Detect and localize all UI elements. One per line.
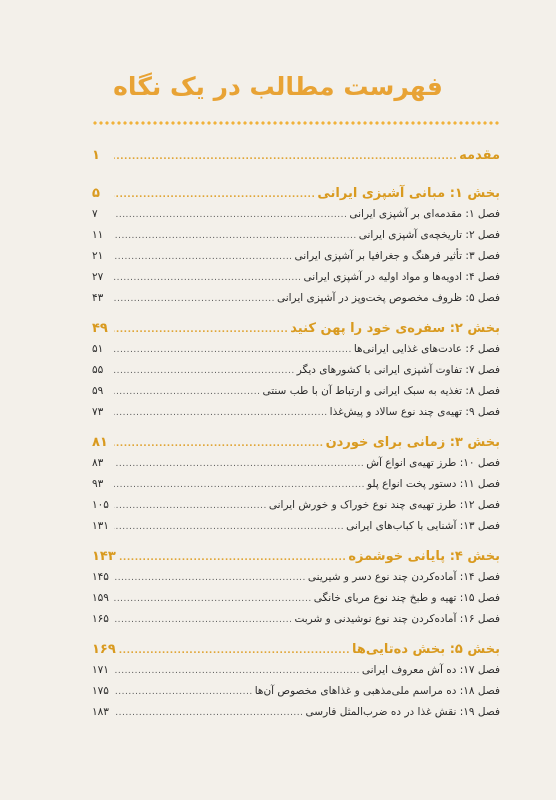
- toc-chapter-label: فصل ۵: ظروف مخصوص پخت‌وپز در آشپزی ایرانی: [276, 292, 500, 304]
- toc-chapter-page: ۵۵: [92, 364, 104, 376]
- dot-leader: [114, 687, 253, 697]
- toc-chapter-label: فصل ۷: تفاوت آشپزی ایرانی با کشورهای دیگر: [296, 364, 500, 376]
- toc-chapter[interactable]: [92, 250, 500, 271]
- dot-leader: [114, 325, 288, 335]
- toc-chapter-page: ۷: [92, 208, 98, 220]
- toc-chapter[interactable]: [92, 571, 500, 592]
- toc-chapter-page: ۱۷۵: [92, 685, 109, 697]
- dotted-divider: [92, 121, 500, 125]
- toc-chapter-label: فصل ۹: تهیه‌ی چند نوع سالاد و پیش‌غذا: [329, 406, 500, 418]
- dot-leader: [114, 273, 302, 283]
- toc-chapter-page: ۲۷: [92, 271, 104, 283]
- toc-chapter-label: فصل ۱۹: نقش غذا در ده ضرب‌المثل فارسی: [305, 706, 500, 718]
- toc-chapter[interactable]: [92, 406, 500, 427]
- toc-chapter-label: فصل ۱۰: طرز تهیه‌ی انواع آش: [366, 457, 500, 469]
- toc-chapter[interactable]: [92, 292, 500, 313]
- toc-chapter-label: فصل ۲: تاریخچه‌ی آشپزی ایرانی: [358, 229, 500, 241]
- dot-leader: [114, 152, 457, 162]
- toc-section-page: ۱۴۳: [92, 549, 116, 564]
- toc-entry-page: ۱: [92, 148, 100, 163]
- toc-chapter-label: فصل ۴: ادویه‌ها و مواد اولیه در آشپزی ایرانی: [303, 271, 500, 283]
- toc-chapter[interactable]: [92, 478, 500, 499]
- toc-chapter-label: فصل ۱۵: تهیه و طبخ چند نوع مربای خانگی: [313, 592, 500, 604]
- toc-section-label: بخش ۵: بخش ده‌تایی‌ها: [351, 642, 500, 657]
- toc-chapter-page: ۸۳: [92, 457, 104, 469]
- toc-chapter-page: ۵۹: [92, 385, 104, 397]
- toc-chapter-label: فصل ۸: تغذیه به سبک ایرانی و ارتباط آن با طب سنتی: [262, 385, 500, 397]
- toc-chapter[interactable]: [92, 271, 500, 292]
- table-of-contents: [92, 148, 500, 727]
- dot-leader: [114, 252, 293, 262]
- dot-leader: [114, 294, 275, 304]
- toc-chapter[interactable]: [92, 364, 500, 385]
- toc-section-5[interactable]: [92, 642, 500, 664]
- toc-chapter[interactable]: [92, 685, 500, 706]
- toc-chapter-page: ۱۸۳: [92, 706, 109, 718]
- toc-section-1[interactable]: [92, 186, 500, 208]
- toc-chapter[interactable]: [92, 592, 500, 613]
- toc-chapter-label: فصل ۳: تأثیر فرهنگ و جغرافیا بر آشپزی ایرانی: [294, 250, 500, 262]
- dot-leader: [114, 408, 328, 418]
- toc-section-label: بخش ۳: زمانی برای خوردن: [325, 435, 500, 450]
- dot-leader: [114, 522, 344, 532]
- dot-leader: [114, 573, 306, 583]
- dot-leader: [114, 387, 260, 397]
- toc-chapter-label: فصل ۱۱: دستور پخت انواع پلو: [366, 478, 500, 490]
- toc-chapter-label: فصل ۱۶: آماده‌کردن چند نوع نوشیدنی و شربت: [294, 613, 500, 625]
- toc-chapter-label: فصل ۱۸: ده مراسم ملی‌مذهبی و غذاهای مخصوص آن‌ها: [254, 685, 500, 697]
- toc-entry-label: مقدمه: [459, 148, 500, 163]
- toc-chapter[interactable]: [92, 385, 500, 406]
- toc-chapter-page: ۵۱: [92, 343, 104, 355]
- toc-chapter-label: فصل ۱۴: آماده‌کردن چند نوع دسر و شیرینی: [307, 571, 500, 583]
- toc-chapter[interactable]: [92, 208, 500, 229]
- toc-chapter-page: ۱۰۵: [92, 499, 109, 511]
- toc-chapter-page: ۷۳: [92, 406, 104, 418]
- toc-chapter[interactable]: [92, 706, 500, 727]
- toc-section-page: ۸۱: [92, 435, 108, 450]
- toc-chapter-page: ۱۴۵: [92, 571, 109, 583]
- dot-leader: [118, 553, 347, 563]
- dot-leader: [114, 459, 364, 469]
- toc-chapter-label: فصل ۱۳: آشنایی با کباب‌های ایرانی: [346, 520, 500, 532]
- dot-leader: [114, 594, 312, 604]
- dot-leader: [114, 480, 365, 490]
- toc-chapter[interactable]: [92, 520, 500, 541]
- toc-chapter-page: ۱۱: [92, 229, 104, 241]
- toc-section-3[interactable]: [92, 435, 500, 457]
- toc-section-page: ۴۹: [92, 321, 108, 336]
- toc-chapter-page: ۱۶۵: [92, 613, 109, 625]
- toc-section-4[interactable]: [92, 549, 500, 571]
- toc-chapter[interactable]: [92, 499, 500, 520]
- dot-leader: [114, 190, 315, 200]
- toc-chapter-page: ۲۱: [92, 250, 104, 262]
- toc-chapter[interactable]: [92, 613, 500, 634]
- toc-section-page: ۱۶۹: [92, 642, 116, 657]
- toc-section-2[interactable]: [92, 321, 500, 343]
- dot-leader: [114, 708, 304, 718]
- toc-section-page: ۵: [92, 186, 100, 201]
- dot-leader: [114, 231, 357, 241]
- toc-chapter-page: ۹۳: [92, 478, 104, 490]
- dot-leader: [114, 366, 295, 376]
- toc-section-label: بخش ۲: سفره‌ی خود را پهن کنید: [290, 321, 500, 336]
- dot-leader: [114, 345, 352, 355]
- toc-chapter-page: ۴۳: [92, 292, 104, 304]
- toc-chapter-page: ۱۷۱: [92, 664, 109, 676]
- dot-leader: [114, 210, 347, 220]
- dot-leader: [114, 439, 324, 449]
- page-title: فهرست مطالب در یک نگاه: [113, 72, 443, 101]
- dot-leader: [114, 501, 267, 511]
- dot-leader: [118, 646, 350, 656]
- toc-chapter[interactable]: [92, 664, 500, 685]
- toc-chapter[interactable]: [92, 229, 500, 250]
- toc-entry-intro[interactable]: [92, 148, 500, 178]
- dot-leader: [114, 666, 360, 676]
- toc-chapter-page: ۱۳۱: [92, 520, 109, 532]
- toc-chapter[interactable]: [92, 457, 500, 478]
- toc-chapter-page: ۱۵۹: [92, 592, 109, 604]
- toc-chapter-label: فصل ۶: عادت‌های غذایی ایرانی‌ها: [353, 343, 500, 355]
- toc-chapter[interactable]: [92, 343, 500, 364]
- toc-section-label: بخش ۱: مبانی آشپزی ایرانی: [317, 186, 500, 201]
- toc-chapter-label: فصل ۱۷: ده آش معروف ایرانی: [361, 664, 500, 676]
- dot-leader: [114, 615, 292, 625]
- toc-section-label: بخش ۴: پایانی خوشمزه: [348, 549, 500, 564]
- toc-chapter-label: فصل ۱۲: طرز تهیه‌ی چند نوع خوراک و خورش ایرانی: [268, 499, 500, 511]
- toc-chapter-label: فصل ۱: مقدمه‌ای بر آشپزی ایرانی: [349, 208, 500, 220]
